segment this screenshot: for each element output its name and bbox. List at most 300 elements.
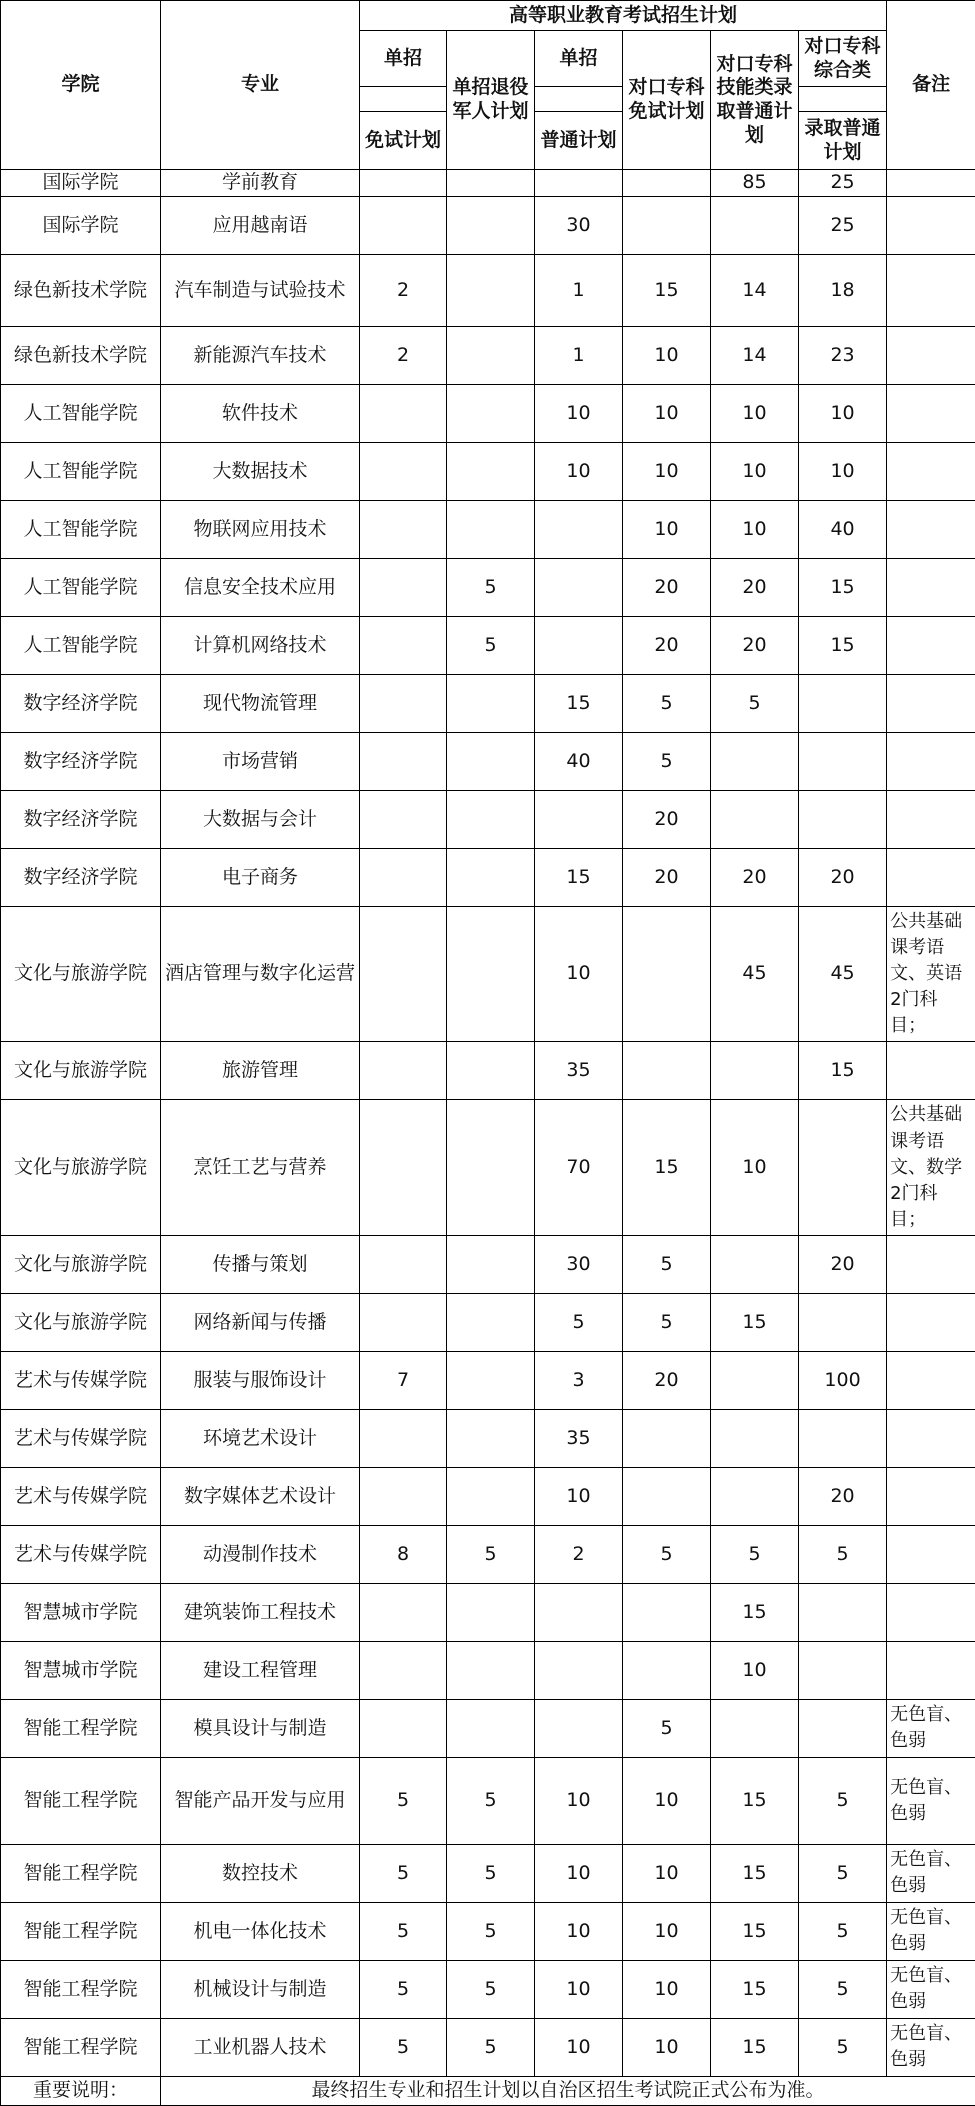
college-cell: 人工智能学院: [1, 443, 161, 501]
major-cell: 软件技术: [161, 385, 360, 443]
veteran-plan-cell: 5: [447, 617, 535, 675]
college-cell: 数字经济学院: [1, 849, 161, 907]
footer-label: 重要说明：: [1, 2076, 161, 2105]
duikou-comp-cell: 5: [799, 1525, 887, 1583]
major-cell: 信息安全技术应用: [161, 559, 360, 617]
college-cell: 数字经济学院: [1, 791, 161, 849]
remarks-cell: [887, 501, 975, 559]
veteran-plan-cell: [447, 170, 535, 197]
duikou-comp-cell: [799, 791, 887, 849]
duikou-comp-cell: [799, 1293, 887, 1351]
veteran-plan-cell: [447, 1100, 535, 1235]
duikou-skill-cell: [711, 1467, 799, 1525]
major-cell: 酒店管理与数字化运营: [161, 907, 360, 1042]
table-row: [1, 1351, 975, 1409]
table-row: [1, 733, 975, 791]
danzhao-exempt-cell: 5: [360, 2018, 447, 2076]
table-row: [1, 1844, 975, 1902]
danzhao-exempt-cell: 5: [360, 1757, 447, 1844]
danzhao-normal-cell: 10: [535, 443, 623, 501]
danzhao-normal-cell: 10: [535, 1757, 623, 1844]
danzhao-exempt-cell: [360, 1699, 447, 1757]
duikou-exempt-cell: 20: [623, 559, 711, 617]
veteran-plan-cell: [447, 791, 535, 849]
college-cell: 文化与旅游学院: [1, 907, 161, 1042]
major-cell: 计算机网络技术: [161, 617, 360, 675]
veteran-plan-cell: [447, 197, 535, 255]
danzhao-exempt-cell: [360, 443, 447, 501]
header-spacer-2: [535, 87, 623, 112]
duikou-exempt-cell: 5: [623, 733, 711, 791]
danzhao-normal-cell: 10: [535, 2018, 623, 2076]
danzhao-normal-cell: 70: [535, 1100, 623, 1235]
duikou-skill-cell: 15: [711, 1960, 799, 2018]
duikou-exempt-cell: [623, 1641, 711, 1699]
duikou-skill-cell: 15: [711, 1583, 799, 1641]
danzhao-normal-cell: [535, 791, 623, 849]
danzhao-exempt-cell: [360, 907, 447, 1042]
table-row: [1, 1042, 975, 1100]
danzhao-normal-cell: 10: [535, 385, 623, 443]
college-cell: 艺术与传媒学院: [1, 1525, 161, 1583]
danzhao-exempt-cell: [360, 1235, 447, 1293]
major-cell: 现代物流管理: [161, 675, 360, 733]
duikou-skill-cell: 20: [711, 559, 799, 617]
duikou-skill-cell: 45: [711, 907, 799, 1042]
veteran-plan-cell: 5: [447, 559, 535, 617]
duikou-exempt-cell: 10: [623, 2018, 711, 2076]
duikou-comp-cell: 20: [799, 1467, 887, 1525]
veteran-plan-cell: 5: [447, 1844, 535, 1902]
veteran-plan-cell: [447, 443, 535, 501]
table-row: [1, 501, 975, 559]
major-cell: 数控技术: [161, 1844, 360, 1902]
duikou-exempt-cell: 10: [623, 1960, 711, 2018]
danzhao-exempt-cell: [360, 1100, 447, 1235]
veteran-plan-cell: [447, 385, 535, 443]
duikou-skill-cell: 10: [711, 385, 799, 443]
major-cell: 智能产品开发与应用: [161, 1757, 360, 1844]
header-duikou-comp-top: 对口专科综合类: [799, 31, 887, 87]
danzhao-exempt-cell: 7: [360, 1351, 447, 1409]
major-cell: 市场营销: [161, 733, 360, 791]
duikou-comp-cell: 18: [799, 255, 887, 327]
duikou-exempt-cell: 10: [623, 501, 711, 559]
remarks-cell: [887, 791, 975, 849]
danzhao-exempt-cell: [360, 559, 447, 617]
table-row: [1, 1699, 975, 1757]
danzhao-normal-cell: [535, 501, 623, 559]
duikou-skill-cell: [711, 1409, 799, 1467]
remarks-cell: [887, 1042, 975, 1100]
duikou-skill-cell: 5: [711, 1525, 799, 1583]
veteran-plan-cell: [447, 849, 535, 907]
college-cell: 数字经济学院: [1, 675, 161, 733]
duikou-comp-cell: 5: [799, 1757, 887, 1844]
remarks-cell: [887, 1351, 975, 1409]
danzhao-exempt-cell: [360, 733, 447, 791]
duikou-exempt-cell: 20: [623, 1351, 711, 1409]
header-group-title: 高等职业教育考试招生计划: [360, 1, 887, 31]
duikou-skill-cell: 20: [711, 617, 799, 675]
table-row: [1, 1960, 975, 2018]
danzhao-normal-cell: 10: [535, 907, 623, 1042]
danzhao-normal-cell: 1: [535, 327, 623, 385]
major-cell: 电子商务: [161, 849, 360, 907]
danzhao-exempt-cell: 5: [360, 1902, 447, 1960]
danzhao-normal-cell: 5: [535, 1293, 623, 1351]
duikou-exempt-cell: 5: [623, 1293, 711, 1351]
veteran-plan-cell: [447, 675, 535, 733]
danzhao-normal-cell: 40: [535, 733, 623, 791]
header-danzhao-bottom: 免试计划: [360, 112, 447, 170]
duikou-comp-cell: 5: [799, 1902, 887, 1960]
duikou-comp-cell: 10: [799, 443, 887, 501]
danzhao-exempt-cell: [360, 170, 447, 197]
danzhao-normal-cell: 30: [535, 197, 623, 255]
danzhao-exempt-cell: [360, 1042, 447, 1100]
danzhao-exempt-cell: [360, 617, 447, 675]
table-row: [1, 791, 975, 849]
duikou-exempt-cell: 10: [623, 385, 711, 443]
duikou-exempt-cell: [623, 1409, 711, 1467]
major-cell: 旅游管理: [161, 1042, 360, 1100]
major-cell: 汽车制造与试验技术: [161, 255, 360, 327]
major-cell: 烹饪工艺与营养: [161, 1100, 360, 1235]
header-spacer-3: [799, 87, 887, 112]
duikou-skill-cell: 10: [711, 501, 799, 559]
college-cell: 文化与旅游学院: [1, 1100, 161, 1235]
danzhao-exempt-cell: [360, 385, 447, 443]
major-cell: 机电一体化技术: [161, 1902, 360, 1960]
danzhao-normal-cell: 10: [535, 1467, 623, 1525]
major-cell: 模具设计与制造: [161, 1699, 360, 1757]
college-cell: 绿色新技术学院: [1, 327, 161, 385]
college-cell: 绿色新技术学院: [1, 255, 161, 327]
table-row: [1, 197, 975, 255]
veteran-plan-cell: 5: [447, 1902, 535, 1960]
major-cell: 建设工程管理: [161, 1641, 360, 1699]
footer-text: 最终招生专业和招生计划以自治区招生考试院正式公布为准。: [161, 2076, 975, 2105]
college-cell: 智能工程学院: [1, 1844, 161, 1902]
danzhao-normal-cell: 10: [535, 1960, 623, 2018]
table-row: [1, 1100, 975, 1235]
duikou-skill-cell: [711, 1351, 799, 1409]
danzhao-normal-cell: 10: [535, 1844, 623, 1902]
remarks-cell: [887, 197, 975, 255]
veteran-plan-cell: 5: [447, 2018, 535, 2076]
table-row: [1, 170, 975, 197]
duikou-comp-cell: 23: [799, 327, 887, 385]
duikou-exempt-cell: 20: [623, 791, 711, 849]
veteran-plan-cell: 5: [447, 1757, 535, 1844]
duikou-skill-cell: 15: [711, 1293, 799, 1351]
college-cell: 智慧城市学院: [1, 1583, 161, 1641]
table-row: [1, 385, 975, 443]
major-cell: 建筑装饰工程技术: [161, 1583, 360, 1641]
major-cell: 数字媒体艺术设计: [161, 1467, 360, 1525]
danzhao-normal-cell: 3: [535, 1351, 623, 1409]
duikou-exempt-cell: [623, 1583, 711, 1641]
duikou-exempt-cell: [623, 1042, 711, 1100]
danzhao-exempt-cell: [360, 501, 447, 559]
veteran-plan-cell: [447, 1583, 535, 1641]
duikou-skill-cell: 10: [711, 443, 799, 501]
remarks-cell: [887, 1583, 975, 1641]
remarks-cell: 公共基础课考语文、数学2门科目；: [887, 1100, 975, 1235]
duikou-exempt-cell: 20: [623, 617, 711, 675]
veteran-plan-cell: [447, 327, 535, 385]
duikou-skill-cell: 14: [711, 327, 799, 385]
remarks-cell: [887, 1409, 975, 1467]
table-row: [1, 1235, 975, 1293]
duikou-exempt-cell: 15: [623, 1100, 711, 1235]
danzhao-exempt-cell: [360, 1641, 447, 1699]
remarks-cell: [887, 255, 975, 327]
college-cell: 智能工程学院: [1, 1699, 161, 1757]
duikou-comp-cell: [799, 675, 887, 733]
college-cell: 人工智能学院: [1, 501, 161, 559]
duikou-skill-cell: [711, 1699, 799, 1757]
header-major: 专业: [161, 1, 360, 170]
duikou-exempt-cell: 10: [623, 1844, 711, 1902]
danzhao-normal-cell: 1: [535, 255, 623, 327]
duikou-skill-cell: 15: [711, 1902, 799, 1960]
danzhao-normal-cell: 2: [535, 1525, 623, 1583]
duikou-comp-cell: 100: [799, 1351, 887, 1409]
danzhao-exempt-cell: [360, 791, 447, 849]
duikou-skill-cell: [711, 1235, 799, 1293]
remarks-cell: [887, 327, 975, 385]
duikou-comp-cell: 45: [799, 907, 887, 1042]
major-cell: 环境艺术设计: [161, 1409, 360, 1467]
duikou-comp-cell: 10: [799, 385, 887, 443]
veteran-plan-cell: [447, 1641, 535, 1699]
major-cell: 应用越南语: [161, 197, 360, 255]
danzhao-exempt-cell: [360, 1467, 447, 1525]
table-row: [1, 849, 975, 907]
remarks-cell: [887, 849, 975, 907]
college-cell: 文化与旅游学院: [1, 1042, 161, 1100]
remarks-cell: 无色盲、色弱: [887, 1699, 975, 1757]
table-row: [1, 255, 975, 327]
table-row: [1, 1902, 975, 1960]
duikou-exempt-cell: 10: [623, 1902, 711, 1960]
remarks-cell: 无色盲、色弱: [887, 1902, 975, 1960]
table-row: [1, 617, 975, 675]
duikou-exempt-cell: [623, 197, 711, 255]
danzhao-normal-cell: [535, 617, 623, 675]
danzhao-exempt-cell: [360, 1293, 447, 1351]
veteran-plan-cell: [447, 1235, 535, 1293]
duikou-comp-cell: [799, 1409, 887, 1467]
remarks-cell: [887, 1235, 975, 1293]
duikou-exempt-cell: [623, 1467, 711, 1525]
duikou-exempt-cell: 15: [623, 255, 711, 327]
table-row: [1, 1409, 975, 1467]
danzhao-normal-cell: 30: [535, 1235, 623, 1293]
table-row: [1, 1467, 975, 1525]
header-veteran-plan: 单招退役军人计划: [447, 31, 535, 170]
duikou-comp-cell: 15: [799, 1042, 887, 1100]
remarks-cell: [887, 443, 975, 501]
header-duikou-skill: 对口专科技能类录取普通计划: [711, 31, 799, 170]
duikou-exempt-cell: 10: [623, 1757, 711, 1844]
major-cell: 传播与策划: [161, 1235, 360, 1293]
duikou-exempt-cell: 5: [623, 1235, 711, 1293]
duikou-exempt-cell: 20: [623, 849, 711, 907]
veteran-plan-cell: [447, 501, 535, 559]
remarks-cell: [887, 559, 975, 617]
danzhao-normal-cell: 35: [535, 1042, 623, 1100]
danzhao-normal-cell: [535, 1583, 623, 1641]
duikou-skill-cell: [711, 1042, 799, 1100]
danzhao-exempt-cell: 5: [360, 1844, 447, 1902]
duikou-skill-cell: 15: [711, 2018, 799, 2076]
remarks-cell: 公共基础课考语文、英语2门科目；: [887, 907, 975, 1042]
college-cell: 艺术与传媒学院: [1, 1409, 161, 1467]
duikou-comp-cell: [799, 1100, 887, 1235]
table-row: [1, 443, 975, 501]
table-row: [1, 1641, 975, 1699]
duikou-skill-cell: 5: [711, 675, 799, 733]
college-cell: 文化与旅游学院: [1, 1293, 161, 1351]
veteran-plan-cell: [447, 907, 535, 1042]
college-cell: 智能工程学院: [1, 1902, 161, 1960]
table-row: [1, 675, 975, 733]
duikou-comp-cell: 15: [799, 617, 887, 675]
header-row-1: [1, 1, 975, 31]
duikou-comp-cell: [799, 1583, 887, 1641]
danzhao-normal-cell: 10: [535, 1902, 623, 1960]
danzhao-exempt-cell: 8: [360, 1525, 447, 1583]
veteran-plan-cell: [447, 1699, 535, 1757]
header-remarks: 备注: [887, 1, 975, 170]
danzhao-normal-cell: [535, 170, 623, 197]
college-cell: 数字经济学院: [1, 733, 161, 791]
remarks-cell: [887, 733, 975, 791]
college-cell: 国际学院: [1, 197, 161, 255]
header-danzhao-top: 单招: [360, 31, 447, 87]
duikou-comp-cell: 15: [799, 559, 887, 617]
danzhao-exempt-cell: [360, 1583, 447, 1641]
duikou-skill-cell: [711, 733, 799, 791]
remarks-cell: [887, 170, 975, 197]
duikou-skill-cell: 14: [711, 255, 799, 327]
duikou-skill-cell: 85: [711, 170, 799, 197]
major-cell: 大数据技术: [161, 443, 360, 501]
college-cell: 人工智能学院: [1, 617, 161, 675]
duikou-exempt-cell: 5: [623, 1525, 711, 1583]
danzhao-normal-cell: 35: [535, 1409, 623, 1467]
footer-row: [1, 2076, 975, 2105]
college-cell: 文化与旅游学院: [1, 1235, 161, 1293]
table-row: [1, 1757, 975, 1844]
header-duikou-exempt: 对口专科免试计划: [623, 31, 711, 170]
duikou-comp-cell: [799, 1641, 887, 1699]
veteran-plan-cell: [447, 733, 535, 791]
remarks-cell: [887, 675, 975, 733]
danzhao-normal-cell: [535, 559, 623, 617]
danzhao-normal-cell: [535, 1699, 623, 1757]
major-cell: 服装与服饰设计: [161, 1351, 360, 1409]
danzhao-normal-cell: 15: [535, 675, 623, 733]
college-cell: 智慧城市学院: [1, 1641, 161, 1699]
major-cell: 网络新闻与传播: [161, 1293, 360, 1351]
major-cell: 机械设计与制造: [161, 1960, 360, 2018]
major-cell: 工业机器人技术: [161, 2018, 360, 2076]
danzhao-exempt-cell: [360, 197, 447, 255]
remarks-cell: [887, 617, 975, 675]
veteran-plan-cell: [447, 255, 535, 327]
duikou-comp-cell: 25: [799, 197, 887, 255]
duikou-comp-cell: 25: [799, 170, 887, 197]
major-cell: 物联网应用技术: [161, 501, 360, 559]
veteran-plan-cell: [447, 1409, 535, 1467]
veteran-plan-cell: [447, 1351, 535, 1409]
remarks-cell: [887, 1293, 975, 1351]
table-row: [1, 907, 975, 1042]
duikou-comp-cell: [799, 733, 887, 791]
college-cell: 人工智能学院: [1, 559, 161, 617]
veteran-plan-cell: [447, 1467, 535, 1525]
header-danzhao2-top: 单招: [535, 31, 623, 87]
duikou-comp-cell: 40: [799, 501, 887, 559]
table-row: [1, 2018, 975, 2076]
remarks-cell: 无色盲、色弱: [887, 2018, 975, 2076]
major-cell: 学前教育: [161, 170, 360, 197]
duikou-skill-cell: 15: [711, 1757, 799, 1844]
college-cell: 智能工程学院: [1, 2018, 161, 2076]
duikou-skill-cell: 10: [711, 1100, 799, 1235]
duikou-exempt-cell: 10: [623, 327, 711, 385]
college-cell: 智能工程学院: [1, 1757, 161, 1844]
veteran-plan-cell: [447, 1293, 535, 1351]
duikou-comp-cell: 20: [799, 849, 887, 907]
header-duikou-comp-bottom: 录取普通计划: [799, 112, 887, 170]
header-college: 学院: [1, 1, 161, 170]
college-cell: 艺术与传媒学院: [1, 1351, 161, 1409]
header-spacer-1: [360, 87, 447, 112]
duikou-comp-cell: 5: [799, 1844, 887, 1902]
danzhao-exempt-cell: 5: [360, 1960, 447, 2018]
remarks-cell: [887, 385, 975, 443]
duikou-exempt-cell: [623, 907, 711, 1042]
college-cell: 智能工程学院: [1, 1960, 161, 2018]
duikou-comp-cell: [799, 1699, 887, 1757]
remarks-cell: [887, 1467, 975, 1525]
danzhao-exempt-cell: [360, 675, 447, 733]
remarks-cell: 无色盲、色弱: [887, 1960, 975, 2018]
college-cell: 人工智能学院: [1, 385, 161, 443]
danzhao-normal-cell: [535, 1641, 623, 1699]
table-row: [1, 1583, 975, 1641]
danzhao-exempt-cell: 2: [360, 255, 447, 327]
duikou-exempt-cell: 5: [623, 1699, 711, 1757]
major-cell: 动漫制作技术: [161, 1525, 360, 1583]
danzhao-exempt-cell: 2: [360, 327, 447, 385]
duikou-skill-cell: [711, 791, 799, 849]
duikou-comp-cell: 5: [799, 1960, 887, 2018]
duikou-skill-cell: 15: [711, 1844, 799, 1902]
duikou-skill-cell: [711, 197, 799, 255]
table-row: [1, 327, 975, 385]
duikou-skill-cell: 10: [711, 1641, 799, 1699]
major-cell: 大数据与会计: [161, 791, 360, 849]
duikou-comp-cell: 5: [799, 2018, 887, 2076]
college-cell: 国际学院: [1, 170, 161, 197]
table-row: [1, 559, 975, 617]
